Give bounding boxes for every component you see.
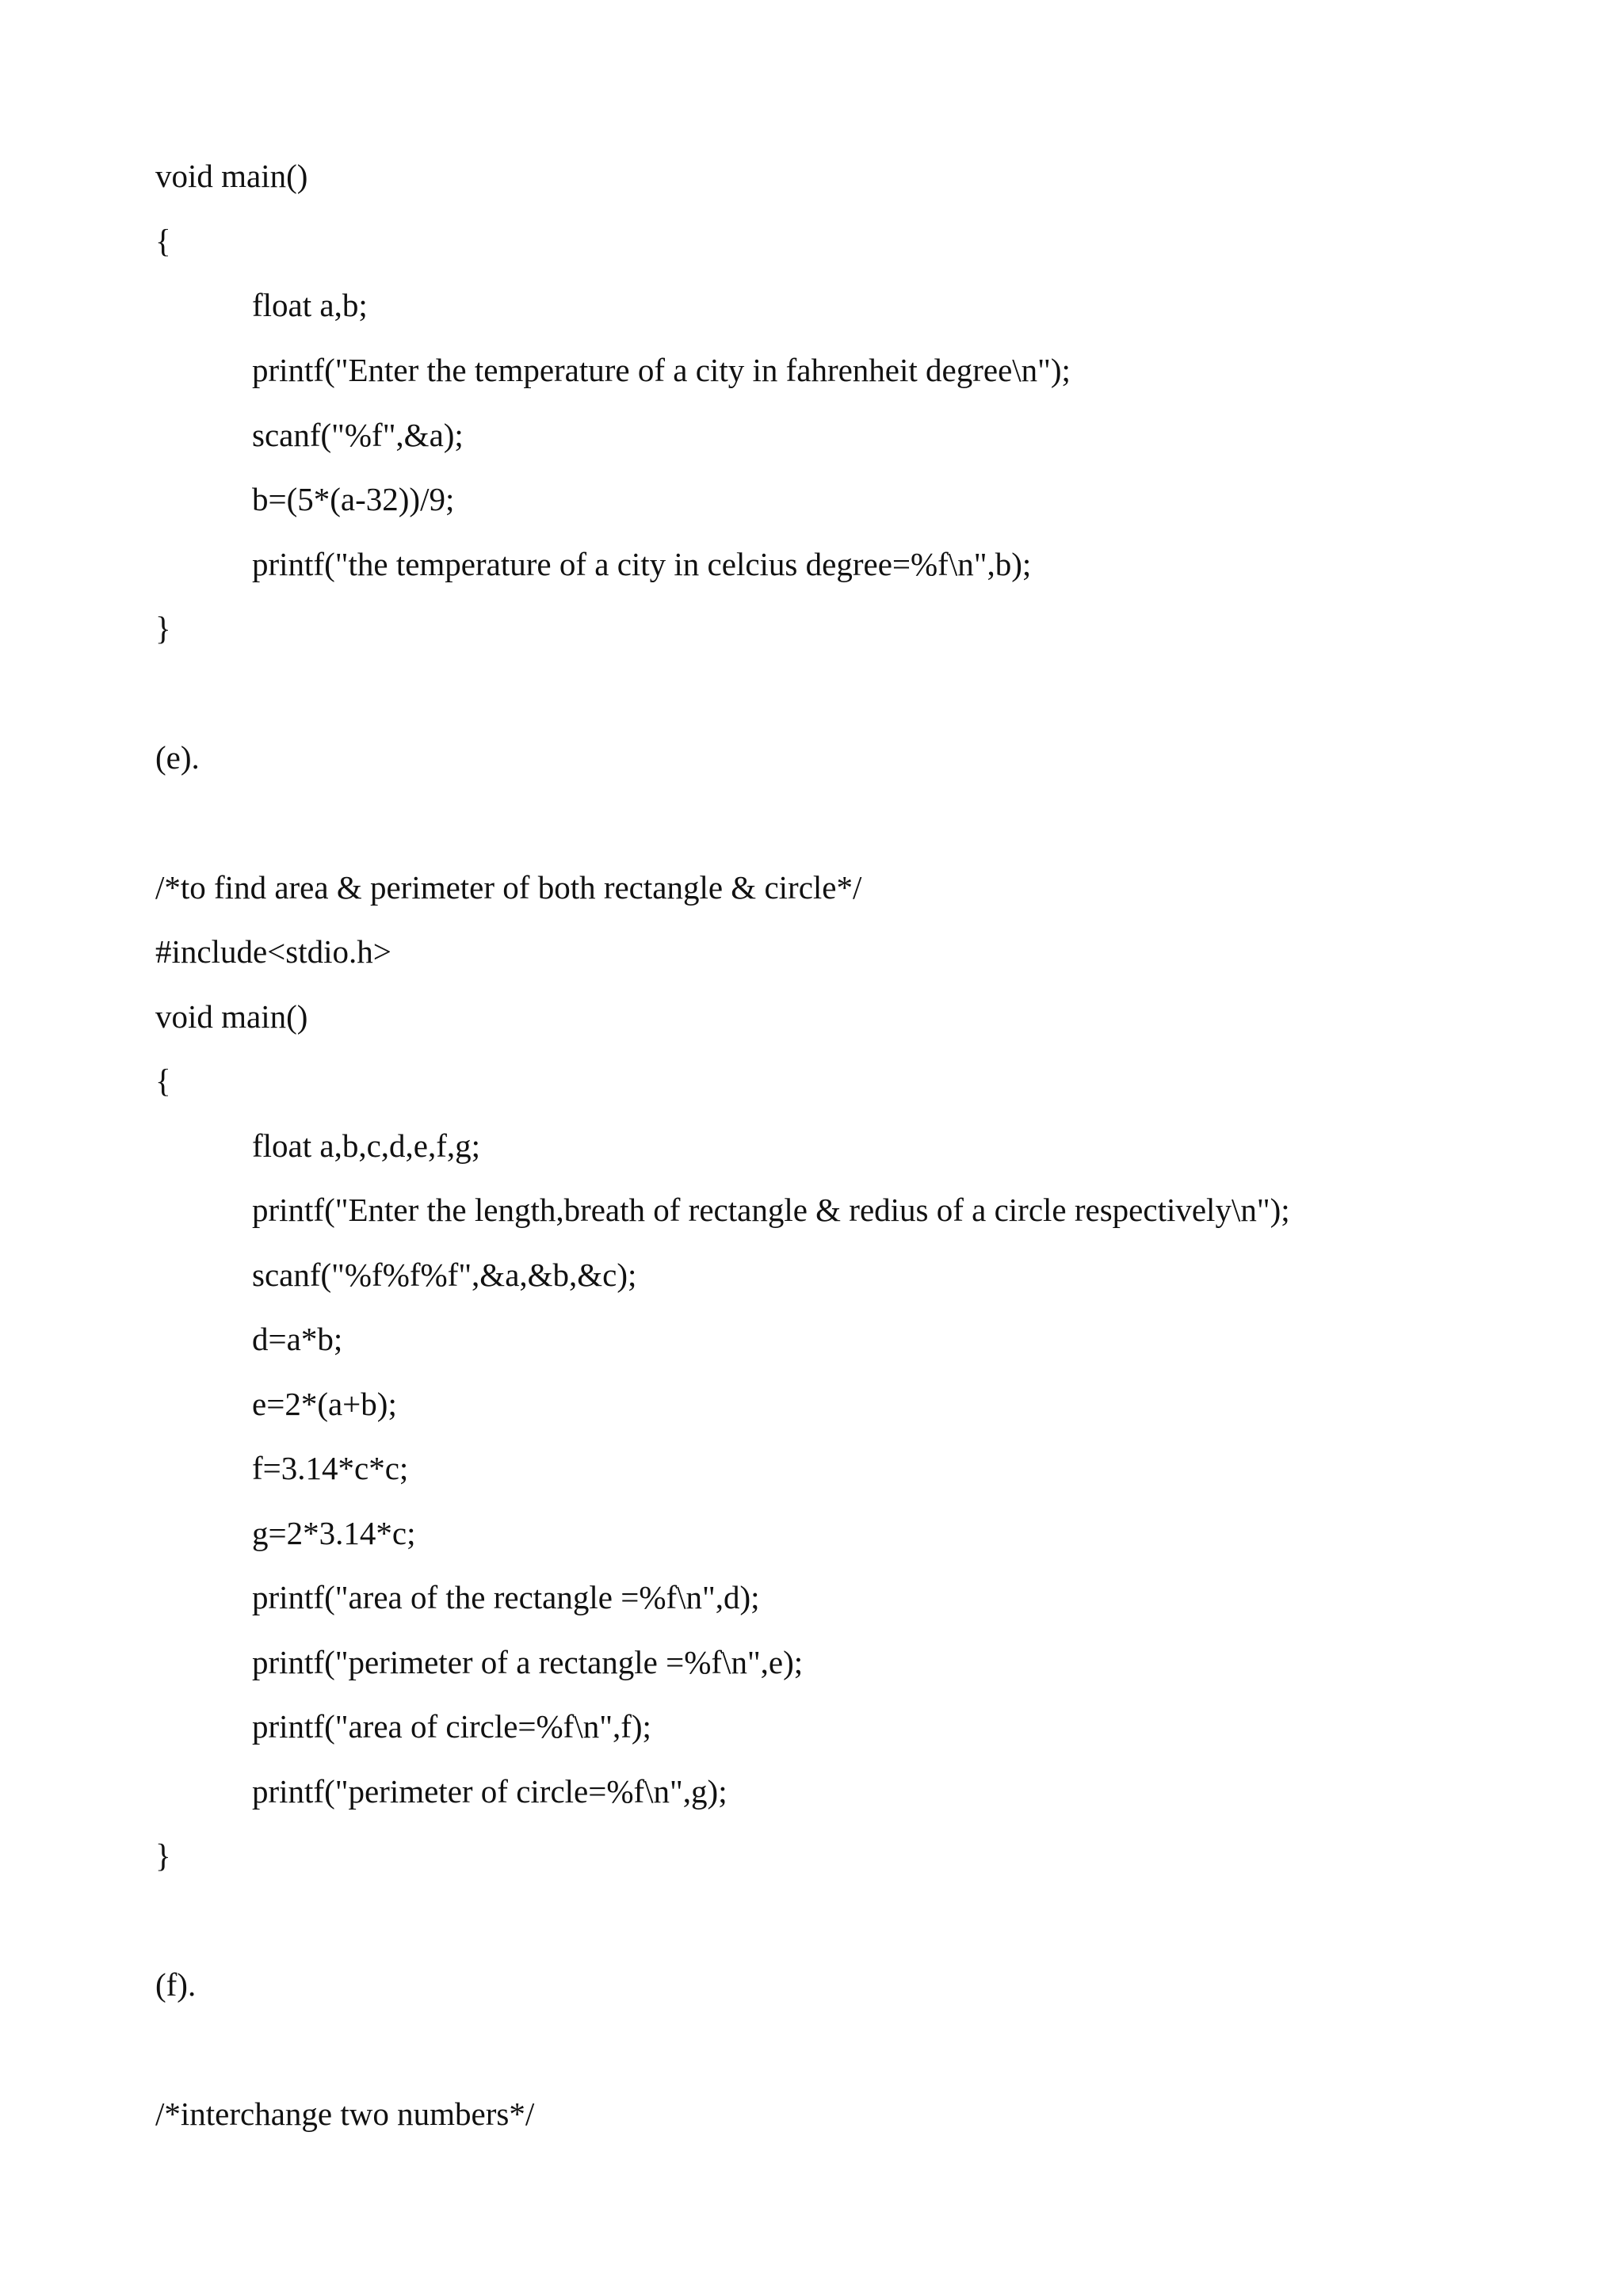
code-line: printf("Enter the length,breath of rectangle & redius of a circle respectively\n"); <box>252 1192 1290 1228</box>
code-line: d=a*b; <box>252 1321 343 1357</box>
code-line: printf("area of circle=%f\n",f); <box>252 1708 651 1745</box>
code-line: void main() <box>155 998 308 1035</box>
code-line: f=3.14*c*c; <box>252 1450 409 1486</box>
code-line: printf("area of the rectangle =%f\n",d); <box>252 1579 760 1615</box>
code-comment: /*interchange two numbers*/ <box>155 2096 535 2132</box>
code-line: printf("perimeter of circle=%f\n",g); <box>252 1773 727 1810</box>
code-line: { <box>155 1062 171 1099</box>
code-line: printf("perimeter of a rectangle =%f\n",e); <box>252 1644 804 1680</box>
code-line: } <box>155 1837 171 1874</box>
code-line: scanf("%f%f%f",&a,&b,&c); <box>252 1257 637 1293</box>
section-label: (e). <box>155 739 200 776</box>
code-line: { <box>155 223 171 259</box>
section-label: (f). <box>155 1966 197 2003</box>
code-line: b=(5*(a-32))/9; <box>252 481 455 517</box>
code-line: scanf("%f",&a); <box>252 417 464 453</box>
code-line: float a,b; <box>252 287 368 323</box>
code-line: void main() <box>155 158 308 194</box>
code-comment: /*to find area & perimeter of both rectangle & circle*/ <box>155 869 862 906</box>
code-line: #include<stdio.h> <box>155 933 391 970</box>
code-line: printf("the temperature of a city in celcius degree=%f\n",b); <box>252 546 1032 582</box>
code-line: g=2*3.14*c; <box>252 1515 416 1551</box>
code-line: float a,b,c,d,e,f,g; <box>252 1127 481 1164</box>
code-line: e=2*(a+b); <box>252 1386 397 1422</box>
code-line: } <box>155 610 171 646</box>
code-line: printf("Enter the temperature of a city in fahrenheit degree\n"); <box>252 352 1071 388</box>
